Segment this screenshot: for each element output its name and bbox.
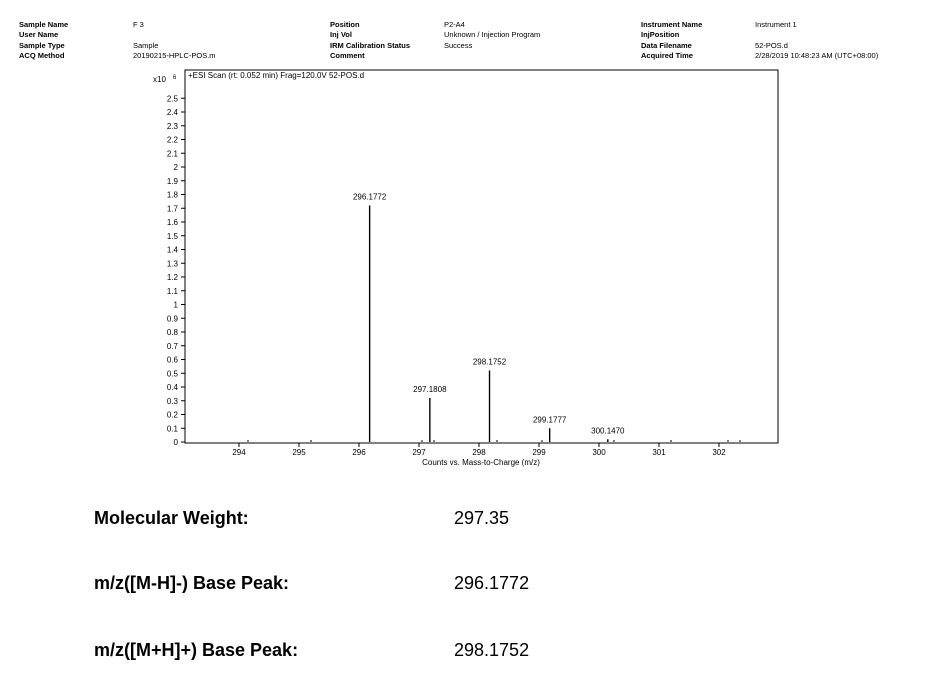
x-tick-label: 298 bbox=[472, 448, 486, 457]
y-tick-label: 0.6 bbox=[166, 355, 178, 365]
position-label: Position bbox=[330, 20, 360, 29]
comment-label: Comment bbox=[330, 51, 365, 60]
y-tick-label: 1.3 bbox=[166, 259, 178, 269]
irm-calibration-label: IRM Calibration Status bbox=[330, 41, 411, 50]
y-tick-label: 0.1 bbox=[166, 424, 178, 434]
plot-area-frame bbox=[185, 70, 778, 443]
data-filename-label: Data Filename bbox=[641, 41, 692, 50]
position-value: P2-A4 bbox=[444, 20, 465, 29]
peak-label: 297.1808 bbox=[413, 385, 447, 394]
mh-positive-label: m/z([M+H]+) Base Peak: bbox=[94, 640, 299, 660]
sample-name-value: F 3 bbox=[133, 20, 144, 29]
y-scale-exponent: 6 bbox=[173, 75, 177, 81]
x-tick-label: 301 bbox=[652, 448, 666, 457]
y-tick-label: 0.2 bbox=[166, 410, 178, 420]
molecular-weight-label: Molecular Weight: bbox=[94, 508, 249, 528]
y-tick-label: 2.5 bbox=[166, 94, 178, 104]
y-tick-label: 2.1 bbox=[166, 149, 178, 159]
inj-vol-label: Inj Vol bbox=[330, 30, 352, 39]
sample-type-value: Sample bbox=[133, 41, 159, 50]
x-tick-label: 296 bbox=[352, 448, 366, 457]
y-tick-label: 2.3 bbox=[166, 121, 178, 131]
y-tick-label: 2 bbox=[173, 163, 178, 172]
y-tick-label: 1.6 bbox=[166, 218, 178, 227]
instrument-name-value: Instrument 1 bbox=[755, 20, 797, 29]
peak-label: 298.1752 bbox=[472, 357, 507, 367]
irm-calibration-value: Success bbox=[444, 41, 473, 50]
y-tick-label: 1 bbox=[173, 300, 178, 310]
y-tick-label: 0.3 bbox=[166, 396, 178, 406]
y-tick-label: 1.1 bbox=[166, 286, 178, 296]
peak-label: 296.1772 bbox=[352, 192, 387, 202]
molecular-weight-value: 297.35 bbox=[454, 508, 510, 528]
y-tick-label: 1.4 bbox=[166, 245, 178, 255]
y-tick-label: 1.9 bbox=[166, 176, 178, 186]
y-tick-label: 2.2 bbox=[166, 135, 178, 145]
sample-type-label: Sample Type bbox=[19, 41, 65, 50]
sample-name-label: Sample Name bbox=[19, 20, 69, 29]
y-tick-label: 1.5 bbox=[166, 231, 178, 241]
chart-title: +ESI Scan (rt: 0.052 min) Frag=120.0V 52-POS.d bbox=[188, 71, 365, 80]
x-axis-ticks bbox=[232, 443, 726, 457]
acq-method-value: 20190215-HPLC-POS.m bbox=[133, 51, 216, 60]
y-tick-label: 1.2 bbox=[166, 273, 178, 282]
x-tick-label: 299 bbox=[532, 448, 546, 457]
acq-method-label: ACQ Method bbox=[19, 51, 65, 60]
y-tick-label: 1.8 bbox=[166, 190, 178, 200]
spectrum-peaks bbox=[353, 193, 625, 443]
mh-negative-value: 296.1772 bbox=[454, 573, 530, 593]
y-tick-label: 0.8 bbox=[166, 328, 178, 337]
y-scale-label: x10 bbox=[153, 75, 166, 84]
y-tick-label: 2.4 bbox=[166, 108, 178, 117]
peak-label: 300.1470 bbox=[591, 426, 625, 436]
mh-negative-label: m/z([M-H]-) Base Peak: bbox=[94, 573, 290, 593]
y-axis-ticks bbox=[167, 94, 185, 447]
y-tick-label: 0 bbox=[173, 438, 178, 447]
user-name-label: User Name bbox=[19, 30, 59, 39]
x-tick-label: 295 bbox=[292, 448, 306, 457]
mh-positive-value: 298.1752 bbox=[454, 640, 530, 660]
x-tick-label: 300 bbox=[592, 448, 606, 457]
acquired-time-label: Acquired Time bbox=[641, 51, 693, 60]
x-tick-label: 297 bbox=[412, 448, 426, 457]
data-filename-value: 52-POS.d bbox=[755, 41, 788, 50]
acquired-time-value: 2/28/2019 10:48:23 AM (UTC+08:00) bbox=[755, 51, 879, 60]
y-tick-label: 0.7 bbox=[166, 341, 178, 351]
y-tick-label: 0.4 bbox=[166, 383, 178, 392]
minor-peaks bbox=[248, 440, 740, 442]
peak-label: 299.1777 bbox=[532, 415, 567, 425]
y-tick-label: 1.7 bbox=[166, 204, 178, 214]
x-tick-label: 302 bbox=[712, 448, 726, 457]
y-tick-label: 0.9 bbox=[166, 314, 178, 324]
inj-vol-value: Unknown / Injection Program bbox=[444, 30, 541, 39]
instrument-name-label: Instrument Name bbox=[641, 20, 703, 29]
y-tick-label: 0.5 bbox=[166, 369, 178, 379]
x-axis-label: Counts vs. Mass-to-Charge (m/z) bbox=[422, 458, 540, 467]
injposition-label: InjPosition bbox=[641, 30, 680, 39]
x-tick-label: 294 bbox=[232, 448, 246, 457]
